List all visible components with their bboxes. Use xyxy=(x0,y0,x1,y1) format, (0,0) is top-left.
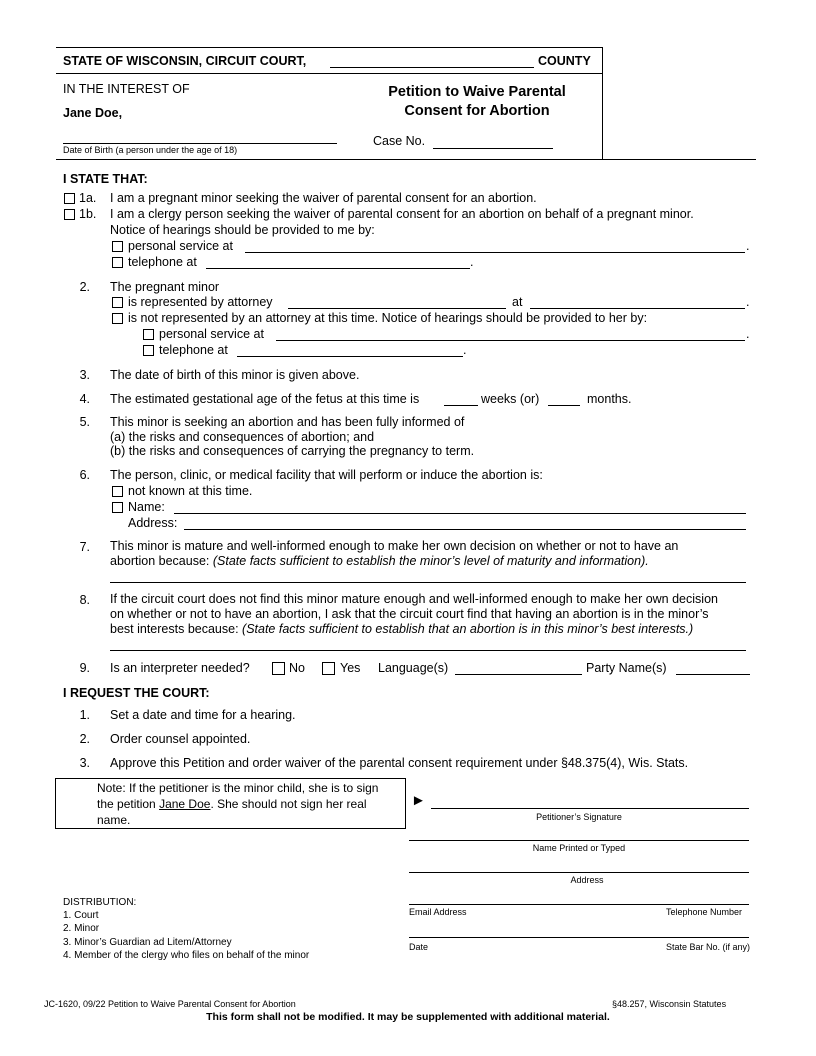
county-label: COUNTY xyxy=(538,54,591,68)
distribution-item-2: 2. Minor xyxy=(63,923,100,934)
item-5-line3: (b) the risks and consequences of carrying the pregnancy to term. xyxy=(110,444,475,458)
address-field[interactable] xyxy=(409,872,749,873)
request-heading: I REQUEST THE COURT: xyxy=(63,686,210,700)
item-4-text: The estimated gestational age of the fetus at this time is xyxy=(110,392,420,406)
header-top-rule xyxy=(56,47,602,48)
email-phone-field[interactable] xyxy=(409,904,749,905)
case-no-field[interactable] xyxy=(433,148,553,149)
item-6-text: The person, clinic, or medical facility that will perform or induce the abortion is: xyxy=(110,468,543,482)
minor-personal-service-label: personal service at xyxy=(159,327,264,341)
court-prefix: STATE OF WISCONSIN, CIRCUIT COURT, xyxy=(63,54,307,68)
item-5-number: 5. xyxy=(79,415,90,429)
header-right-border xyxy=(602,47,603,160)
item-1b-checkbox[interactable] xyxy=(64,209,75,220)
item-9-text: Is an interpreter needed? xyxy=(110,661,250,675)
item-1b-number: 1b. xyxy=(79,207,97,221)
distribution-item-4: 4. Member of the clergy who files on behalf of the minor xyxy=(63,950,310,961)
footer-form-id: JC-1620, 09/22 Petition to Waive Parental Consent for Abortion xyxy=(44,999,296,1009)
party-name-label: Party Name(s) xyxy=(586,661,667,675)
note-line3: name. xyxy=(97,813,131,827)
item-1a-number: 1a. xyxy=(79,191,97,205)
distribution-title: DISTRIBUTION: xyxy=(63,897,137,908)
party-name: Jane Doe, xyxy=(63,106,123,120)
note-line2 xyxy=(97,797,367,811)
attorney-at-label: at xyxy=(512,295,523,309)
attorney-name-field[interactable] xyxy=(288,308,506,309)
county-name-field[interactable] xyxy=(330,67,534,68)
item-1a-checkbox[interactable] xyxy=(64,193,75,204)
request-3-number: 3. xyxy=(79,756,90,770)
request-3-text: Approve this Petition and order waiver of the parental consent requirement under §48.375(4), Wis. Stats. xyxy=(110,756,689,770)
item-4-number: 4. xyxy=(79,392,90,406)
item-1b-notice: Notice of hearings should be provided to me by: xyxy=(110,223,375,237)
note-line2-a: the petition xyxy=(97,797,156,811)
address-label: Address xyxy=(570,875,604,885)
attorney-address-period: . xyxy=(746,295,750,309)
minor-telephone-field[interactable] xyxy=(237,356,463,357)
telephone-number-label: Telephone Number xyxy=(666,907,743,917)
clergy-telephone-checkbox[interactable] xyxy=(112,257,123,268)
item-5-line1: This minor is seeking an abortion and has been fully informed of xyxy=(110,415,465,429)
note-line2-c: . She should not sign her real xyxy=(210,797,367,811)
language-field[interactable] xyxy=(455,674,582,675)
maturity-facts-field[interactable] xyxy=(110,582,746,583)
item-9-number: 9. xyxy=(79,661,90,675)
item-1a-text: I am a pregnant minor seeking the waiver of parental consent for an abortion. xyxy=(110,191,537,205)
clergy-telephone-period: . xyxy=(470,255,474,269)
footer-notice: This form shall not be modified. It may be supplemented with additional material. xyxy=(206,1011,610,1023)
header-divider xyxy=(56,73,602,74)
request-1-text: Set a date and time for a hearing. xyxy=(110,708,296,722)
signature-field[interactable] xyxy=(431,808,749,809)
name-printed-field[interactable] xyxy=(409,840,749,841)
form-title-line2: Consent for Abortion xyxy=(404,103,550,119)
facility-address-field[interactable] xyxy=(184,529,746,530)
item-7-instruction: (State facts sufficient to establish the minor’s level of maturity and information). xyxy=(212,554,649,568)
represented-checkbox[interactable] xyxy=(112,297,123,308)
item-8-number: 8. xyxy=(79,593,90,607)
interpreter-yes-checkbox[interactable] xyxy=(322,662,335,675)
note-line2-name: Jane Doe xyxy=(159,797,211,811)
facility-name-checkbox[interactable] xyxy=(112,502,123,513)
state-heading: I STATE THAT: xyxy=(63,172,148,186)
email-label: Email Address xyxy=(409,907,467,917)
item-2-text: The pregnant minor xyxy=(110,280,220,294)
minor-telephone-label: telephone at xyxy=(159,343,228,357)
item-6-number: 6. xyxy=(79,468,90,482)
clergy-personal-service-checkbox[interactable] xyxy=(112,241,123,252)
item-7-line1: This minor is mature and well-informed enough to make her own decision on whether or not to have an xyxy=(110,539,679,553)
not-represented-label: is not represented by an attorney at this time. Notice of hearings should be provided to her by: xyxy=(128,311,648,325)
petitioner-signature-label: Petitioner’s Signature xyxy=(536,812,622,822)
in-interest-label: IN THE INTEREST OF xyxy=(63,82,190,96)
best-interests-facts-field[interactable] xyxy=(110,650,746,651)
request-1-number: 1. xyxy=(79,708,90,722)
header-bottom-rule xyxy=(56,159,756,160)
clergy-telephone-label: telephone at xyxy=(128,255,197,269)
item-7-line2 xyxy=(110,554,649,568)
months-field[interactable] xyxy=(548,405,580,406)
facility-not-known-label: not known at this time. xyxy=(128,484,253,498)
clergy-personal-service-label: personal service at xyxy=(128,239,233,253)
request-2-number: 2. xyxy=(79,732,90,746)
item-7-prefix: abortion because: xyxy=(110,554,210,568)
minor-personal-service-checkbox[interactable] xyxy=(143,329,154,340)
state-bar-label: State Bar No. (if any) xyxy=(666,942,751,952)
item-8-instruction: (State facts sufficient to establish that an abortion is in this minor’s best interests.) xyxy=(242,622,694,636)
clergy-telephone-field[interactable] xyxy=(206,268,470,269)
months-label: months. xyxy=(587,392,632,406)
minor-personal-service-field[interactable] xyxy=(276,340,745,341)
distribution-item-3: 3. Minor’s Guardian ad Litem/Attorney xyxy=(63,937,232,948)
item-3-number: 3. xyxy=(79,368,90,382)
form-title-line1: Petition to Waive Parental xyxy=(388,84,566,100)
item-8-line1: If the circuit court does not find this minor mature enough and well-informed enough to make her own decision xyxy=(110,592,718,606)
name-printed-label: Name Printed or Typed xyxy=(532,843,626,853)
footer-statute: §48.257, Wisconsin Statutes xyxy=(612,999,727,1009)
facility-not-known-checkbox[interactable] xyxy=(112,486,123,497)
represented-label: is represented by attorney xyxy=(128,295,273,309)
facility-address-label: Address: xyxy=(128,516,178,530)
distribution-item-1: 1. Court xyxy=(63,910,99,921)
not-represented-checkbox[interactable] xyxy=(112,313,123,324)
clergy-personal-service-period: . xyxy=(746,239,750,253)
item-1b-text: I am a clergy person seeking the waiver of parental consent for an abortion on behalf of a pregnant minor. xyxy=(110,207,694,221)
signature-arrow-icon: ► xyxy=(411,792,426,809)
minor-telephone-period: . xyxy=(463,343,467,357)
item-8-prefix: best interests because: xyxy=(110,622,239,636)
attorney-address-field[interactable] xyxy=(530,308,745,309)
dob-label: Date of Birth (a person under the age of 18) xyxy=(63,145,238,155)
item-8-line2: on whether or not to have an abortion, I ask that the circuit court find that having an abortion is in the minor’s xyxy=(110,607,709,621)
date-bar-field[interactable] xyxy=(409,937,749,938)
note-line1: Note: If the petitioner is the minor child, she is to sign xyxy=(97,781,379,795)
weeks-label: weeks (or) xyxy=(481,392,540,406)
item-5-line2: (a) the risks and consequences of abortion; and xyxy=(110,430,375,444)
request-2-text: Order counsel appointed. xyxy=(110,732,251,746)
item-8-line3 xyxy=(110,622,693,636)
weeks-field[interactable] xyxy=(444,405,478,406)
dob-field[interactable] xyxy=(63,143,337,144)
date-label: Date xyxy=(409,942,429,952)
facility-name-label: Name: xyxy=(128,500,165,514)
minor-personal-service-period: . xyxy=(746,327,750,341)
interpreter-no-label: No xyxy=(289,661,305,675)
item-2-number: 2. xyxy=(79,280,90,294)
minor-telephone-checkbox[interactable] xyxy=(143,345,154,356)
item-7-number: 7. xyxy=(79,540,90,554)
clergy-personal-service-field[interactable] xyxy=(245,252,745,253)
case-no-label: Case No. xyxy=(373,134,426,148)
party-name-field[interactable] xyxy=(676,674,750,675)
interpreter-no-checkbox[interactable] xyxy=(272,662,285,675)
facility-name-field[interactable] xyxy=(174,513,746,514)
language-label: Language(s) xyxy=(378,661,449,675)
item-3-text: The date of birth of this minor is given above. xyxy=(110,368,360,382)
interpreter-yes-label: Yes xyxy=(340,661,361,675)
